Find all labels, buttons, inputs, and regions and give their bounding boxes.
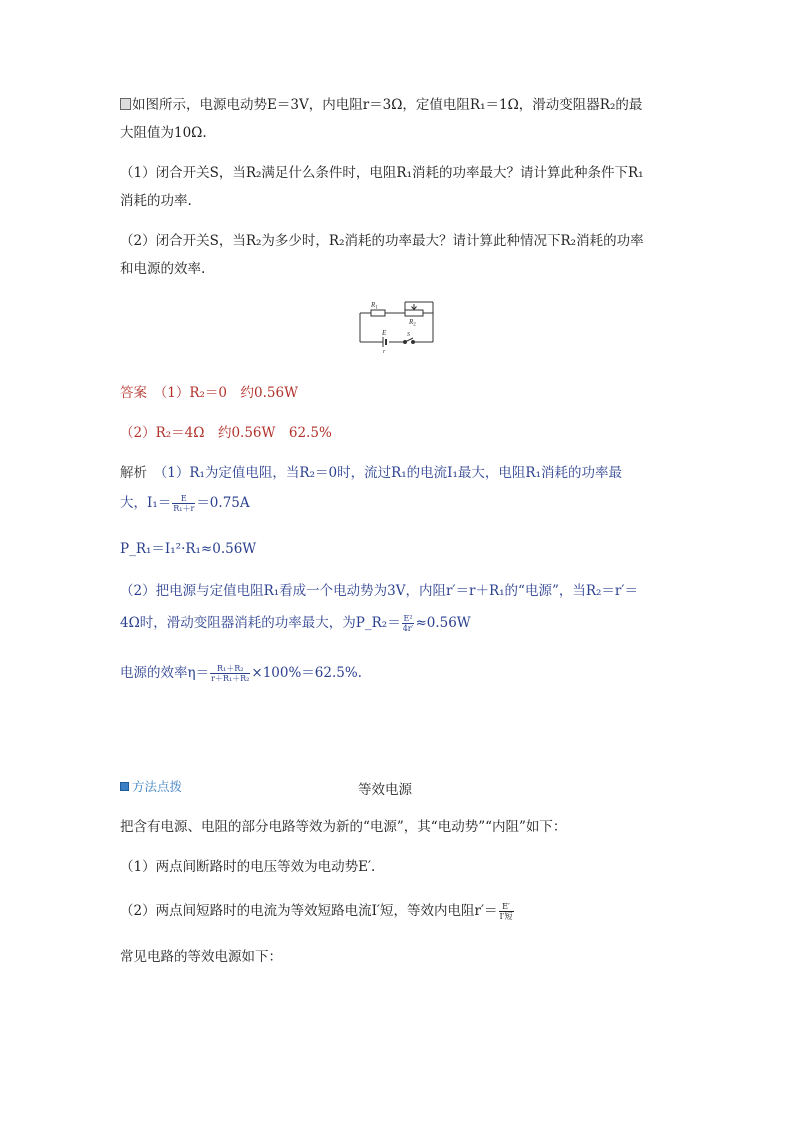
problem-line-2: 大阻值为10Ω. bbox=[120, 125, 207, 141]
question-1-line-1: （1）闭合开关S，当R₂满足什么条件时，电阻R₁消耗的功率最大？请计算此种条件下R₁ bbox=[120, 165, 644, 181]
method-item-1: （1）两点间断路时的电压等效为电动势E′. bbox=[120, 859, 376, 875]
section-marker-icon bbox=[120, 782, 129, 791]
resistor-r1 bbox=[371, 310, 385, 316]
answer-line-1: 答案 （1）R₂＝0 约0.56W bbox=[120, 385, 298, 401]
answer-label: 答案 bbox=[120, 385, 147, 401]
method-intro: 把含有电源、电阻的部分电路等效为新的“电源”，其“电动势”“内阻”如下： bbox=[120, 819, 567, 835]
label-s: S bbox=[407, 332, 410, 338]
label-e: E bbox=[382, 329, 387, 337]
question-2-line-2: 和电源的效率. bbox=[120, 261, 206, 277]
analysis-line-6: 电源的效率η＝ $\frac{\text{R₁＋R₂}}{\text{r＋R₁＋R₂}}$ ×100%＝62.5%. bbox=[120, 664, 362, 683]
label-r1: $R_1$ bbox=[371, 301, 378, 311]
circuit-diagram bbox=[355, 296, 440, 354]
analysis-line-1: 解析 （1）R₁为定值电阻，当R₂＝0时，流过R₁的电流I₁最大，电阻R₁消耗的功率最 bbox=[120, 465, 622, 481]
analysis-label: 解析 bbox=[120, 465, 147, 481]
analysis-line-3: P_R₁＝I₁²·R₁≈0.56W bbox=[120, 541, 257, 557]
method-title: 等效电源 bbox=[358, 782, 412, 798]
fraction-current: $\frac{E}{\text{R₁＋r}}$ bbox=[173, 494, 195, 513]
question-number-icon bbox=[120, 98, 131, 110]
question-1-line-2: 消耗的功率. bbox=[120, 193, 192, 209]
method-item-2: （2）两点间短路时的电流为等效短路电流I′短，等效内电阻r′＝ $\frac{E'}{\text{I′短}}$ bbox=[120, 902, 513, 921]
answer-line-2: （2）R₂＝4Ω 约0.56W 62.5% bbox=[120, 425, 332, 441]
resistor-r2 bbox=[405, 310, 423, 316]
analysis-line-5: 4Ω时，滑动变阻器消耗的功率最大，为P_R₂＝ $\frac{\text{E²}}{4r'}$ ≈0.56W bbox=[120, 614, 471, 633]
label-r2: $R_2$ bbox=[409, 318, 416, 328]
question-2-line-1: （2）闭合开关S，当R₂为多少时，R₂消耗的功率最大？请计算此种情况下R₂消耗的功率 bbox=[120, 233, 644, 249]
fraction-power: $\frac{\text{E²}}{4r'}$ bbox=[402, 614, 414, 633]
fraction-internal-resistance: $\frac{E'}{\text{I′短}}$ bbox=[499, 902, 513, 921]
analysis-line-2: 大，I₁＝ $\frac{E}{\text{R₁＋r}}$ ＝0.75A bbox=[120, 494, 250, 513]
fraction-efficiency: $\frac{\text{R₁＋R₂}}{\text{r＋R₁＋R₂}}$ bbox=[211, 664, 250, 683]
method-label: 方法点拨 bbox=[120, 778, 182, 796]
problem-line-1: 如图所示，电源电动势E＝3V，内电阻r＝3Ω，定值电阻R₁＝1Ω，滑动变阻器R₂的最 bbox=[120, 96, 642, 114]
method-outro: 常见电路的等效电源如下： bbox=[120, 949, 282, 965]
analysis-line-4: （2）把电源与定值电阻R₁看成一个电动势为3V，内阻r′＝r＋R₁的“电源”，当R₂＝r′＝ bbox=[120, 583, 638, 599]
label-r: r bbox=[383, 349, 386, 354]
slider-arrow bbox=[412, 304, 417, 310]
